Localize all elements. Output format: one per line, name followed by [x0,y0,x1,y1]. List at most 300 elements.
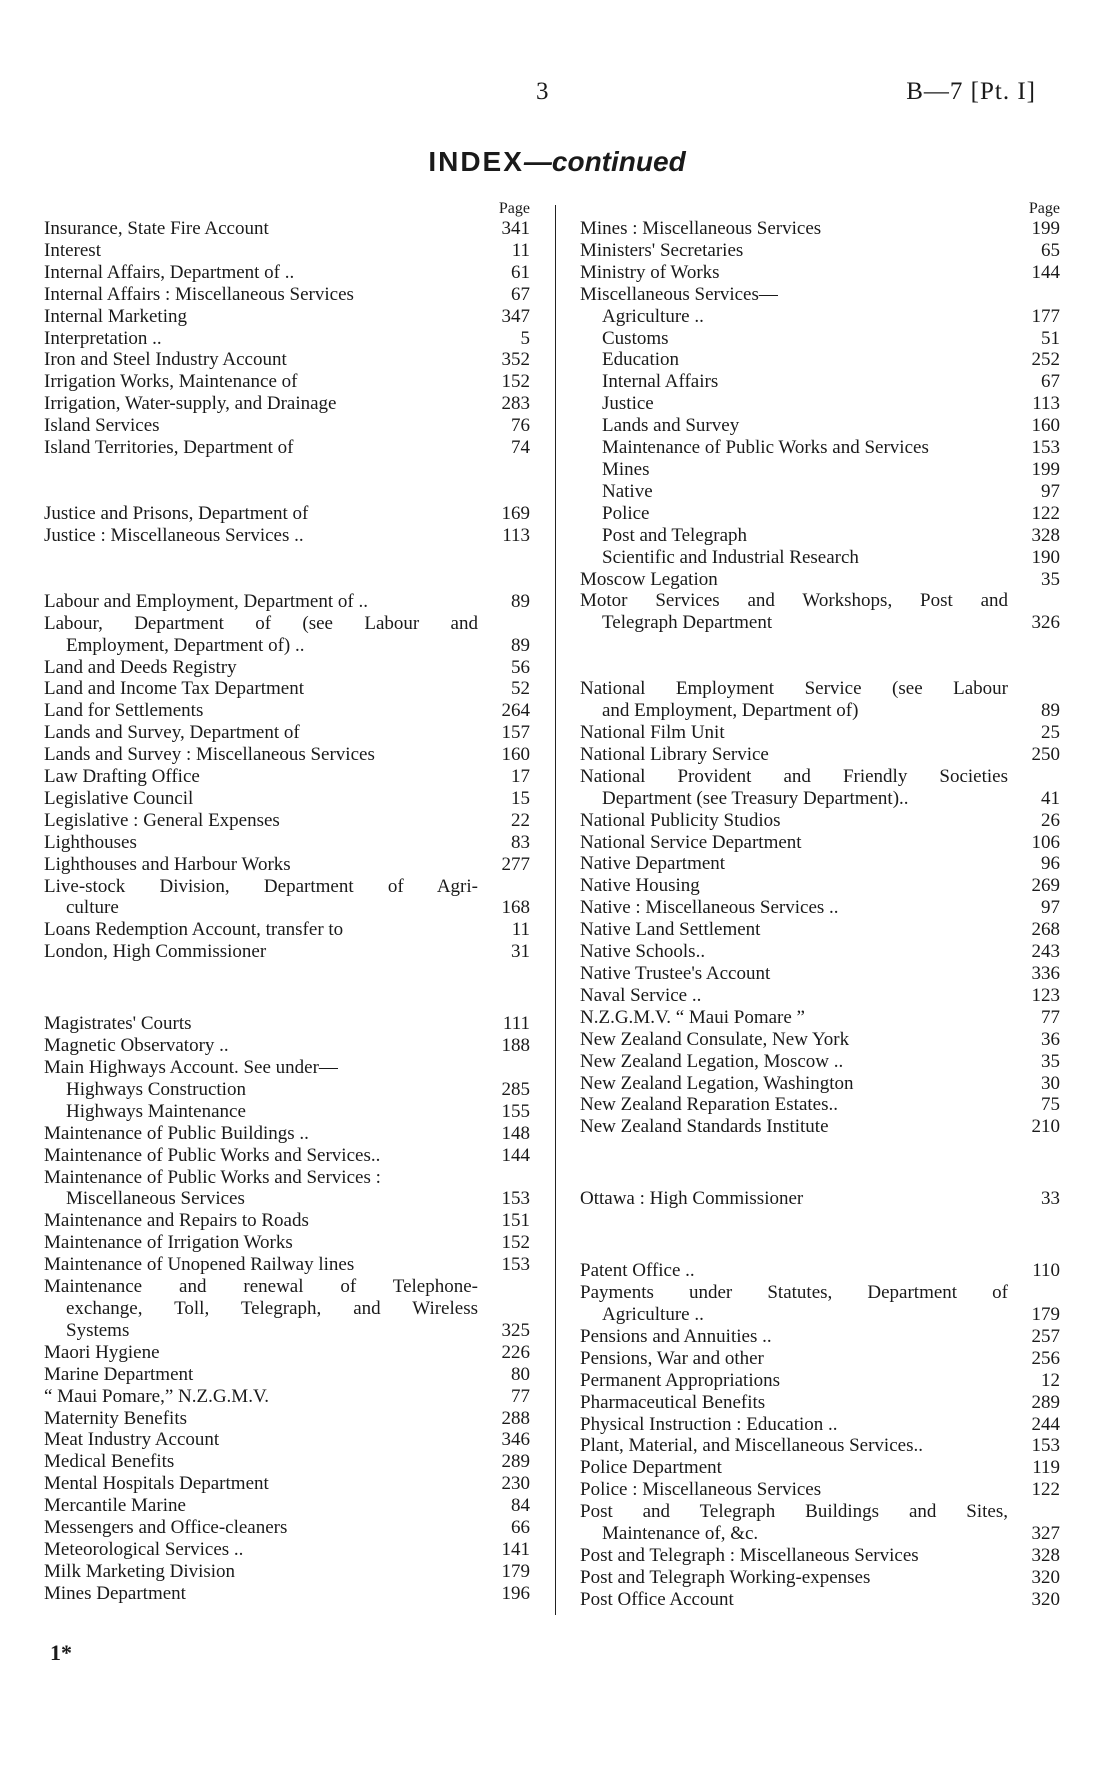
entry-label: Maintenance and Repairs to Roads [44,1210,309,1232]
entry-page-number: 347 [501,305,530,327]
index-entry [580,525,1060,547]
section-gap [44,547,530,591]
entry-label: Native Trustee's Account [580,963,771,984]
entry-label: Marine Department [44,1363,194,1385]
index-entry [44,1386,530,1408]
entry-page-number: 66 [511,1517,530,1539]
entry-label: Interest [44,239,101,261]
index-entry [44,1495,530,1517]
index-entry [44,810,530,832]
column-divider [555,205,556,1615]
entry-page-number: 67 [1041,371,1060,393]
entry-label: Live-stock Division, Department of Agri- [44,875,478,897]
entry-page-number: 144 [501,1144,530,1166]
entry-page-number: 160 [1031,415,1060,437]
index-entry [44,525,530,547]
entry-label: Lighthouses and Harbour Works [44,853,291,875]
index-entry [44,1079,530,1101]
entry-label: Physical Instruction : Education .. [580,1413,838,1435]
index-entry [580,1435,1060,1457]
entry-page-number: 75 [1041,1094,1060,1116]
entry-label: Pensions and Annuities .. [580,1325,772,1347]
entry-page-number: 199 [1031,458,1060,480]
index-entry [580,569,1060,591]
entry-label: Legislative Council [44,787,194,809]
entry-label: Miscellaneous Services— [580,283,778,305]
entry-label: Maintenance of Public Works and Services.. [44,1144,381,1166]
index-entry [44,1145,530,1167]
index-column-right [580,200,1060,1611]
index-entry [580,1457,1060,1479]
entry-label: Justice : Miscellaneous Services .. [44,524,304,546]
section-gap [580,1210,1060,1260]
index-entry [44,1298,530,1320]
entry-label: New Zealand Reparation Estates.. [580,1094,838,1116]
entry-page-number: 226 [501,1341,530,1363]
entry-page-number: 84 [511,1495,530,1517]
index-entry [580,306,1060,328]
entry-page-number: 328 [1031,524,1060,546]
index-entry [580,328,1060,350]
entry-label: Irrigation Works, Maintenance of [44,371,298,393]
index-entry [580,1348,1060,1370]
entry-page-number: 35 [1041,568,1060,590]
entry-page-number: 153 [501,1254,530,1276]
page-column-header: Page [498,200,530,217]
index-entry [580,722,1060,744]
entry-page-number: 96 [1041,853,1060,875]
index-entry [580,1073,1060,1095]
entry-label: Plant, Material, and Miscellaneous Services.. [580,1435,923,1457]
entry-page-number: 113 [1032,393,1060,415]
section-gap [580,634,1060,678]
index-entry [580,503,1060,525]
index-entry [580,1304,1060,1326]
index-entry [580,788,1060,810]
index-entry [44,1583,530,1605]
entry-page-number: 179 [501,1560,530,1582]
entry-page-number: 11 [511,239,530,261]
entry-label: Systems [66,1319,130,1341]
index-entry [580,678,1060,700]
index-entry [580,985,1060,1007]
index-entry [44,1342,530,1364]
entry-page-number: 12 [1041,1369,1060,1391]
entry-page-number: 230 [501,1473,530,1495]
entry-label: Iron and Steel Industry Account [44,349,287,371]
index-entry [580,459,1060,481]
entry-label: Highways Maintenance [66,1100,246,1122]
entry-page-number: 83 [511,831,530,853]
index-entry [580,415,1060,437]
entry-page-number: 341 [501,218,530,239]
entry-label: Ministry of Works [580,261,720,283]
entry-page-number: 160 [501,744,530,766]
index-entry [44,1232,530,1254]
entry-label: Justice and Prisons, Department of [44,502,309,524]
index-entry [580,1370,1060,1392]
entry-label: N.Z.G.M.V. “ Maui Pomare ” [580,1006,805,1028]
entry-page-number: 169 [501,502,530,524]
entry-label: Payments under Statutes, Department of [580,1282,1008,1304]
entry-label: Maori Hygiene [44,1341,160,1363]
entry-label: Loans Redemption Account, transfer to [44,919,344,941]
index-entry [580,262,1060,284]
entry-label: Justice [602,393,654,415]
entry-label: Mercantile Marine [44,1495,186,1517]
entry-page-number: 196 [501,1582,530,1604]
index-entry [44,1320,530,1342]
entry-label: Irrigation, Water-supply, and Drainage [44,393,337,415]
entry-page-number: 113 [502,524,530,546]
index-entry [44,1429,530,1451]
entry-label: Police [602,502,650,524]
entry-page-number: 336 [1031,963,1060,984]
entry-label: Insurance, State Fire Account [44,218,269,239]
entry-label: Police Department [580,1457,722,1479]
index-entry [580,1523,1060,1545]
entry-label: Maintenance of Public Works and Services [602,437,929,459]
entry-page-number: 289 [501,1451,530,1473]
entry-page-number: 122 [1031,1479,1060,1501]
entry-label: Maintenance of Public Works and Services : [44,1166,381,1188]
index-entry [580,832,1060,854]
entry-label: Internal Affairs, Department of .. [44,261,295,283]
page-column-header: Page [1028,200,1060,217]
index-entry [580,437,1060,459]
index-entry [580,766,1060,788]
entry-page-number: 67 [511,283,530,305]
entry-page-number: 144 [1031,261,1060,283]
index-entry [44,240,530,262]
entry-list [580,218,1060,1611]
entry-page-number: 148 [501,1122,530,1144]
entry-page-number: 80 [511,1363,530,1385]
index-entry [580,744,1060,766]
index-entry [580,1414,1060,1436]
index-entry [580,1282,1060,1304]
entry-label: Maternity Benefits [44,1407,187,1429]
entry-label: Native Land Settlement [580,919,761,941]
index-entry [580,941,1060,963]
entry-list [44,218,530,1605]
page-number: 3 [536,78,549,105]
entry-page-number: 283 [501,393,530,415]
index-entry [580,284,1060,306]
entry-page-number: 119 [1032,1457,1060,1479]
entry-page-number: 256 [1031,1347,1060,1369]
index-entry [580,1116,1060,1138]
index-column-left [44,200,530,1605]
index-entry [580,1479,1060,1501]
entry-label: Magistrates' Courts [44,1013,192,1035]
entry-label: New Zealand Standards Institute [580,1116,829,1138]
entry-page-number: 346 [501,1429,530,1451]
index-entry [44,262,530,284]
entry-label: Mines [602,458,650,480]
index-entry [44,218,530,240]
entry-label: “ Maui Pomare,” N.Z.G.M.V. [44,1385,269,1407]
entry-page-number: 89 [511,634,530,656]
index-entry [580,810,1060,832]
index-entry [44,328,530,350]
index-entry [44,788,530,810]
entry-label: Mines : Miscellaneous Services [580,218,822,239]
entry-label: Island Territories, Department of [44,437,294,459]
entry-label: Legislative : General Expenses [44,809,280,831]
entry-page-number: 31 [511,941,530,963]
index-entry [580,1392,1060,1414]
entry-page-number: 77 [1041,1006,1060,1028]
entry-page-number: 51 [1041,327,1060,349]
entry-page-number: 65 [1041,239,1060,261]
entry-page-number: 155 [501,1100,530,1122]
entry-page-number: 250 [1031,743,1060,765]
entry-page-number: 328 [1031,1544,1060,1566]
entry-page-number: 106 [1031,831,1060,853]
entry-label: Pharmaceutical Benefits [580,1391,766,1413]
entry-label: Labour, Department of (see Labour and [44,612,478,634]
entry-page-number: 269 [1031,875,1060,897]
index-entry [580,590,1060,612]
entry-label: Land for Settlements [44,700,204,722]
index-entry [44,1013,530,1035]
index-entry [44,1167,530,1189]
entry-page-number: 268 [1031,919,1060,941]
index-entry [580,349,1060,371]
entry-label: Motor Services and Workshops, Post and [580,590,1008,612]
entry-page-number: 153 [1031,437,1060,459]
index-entry [44,1539,530,1561]
index-entry [44,503,530,525]
index-entry [580,1545,1060,1567]
entry-page-number: 188 [501,1035,530,1057]
entry-label: Agriculture .. [602,305,704,327]
entry-label: Lands and Survey : Miscellaneous Services [44,744,375,766]
entry-label: Internal Affairs : Miscellaneous Services [44,283,354,305]
entry-label: London, High Commissioner [44,941,267,963]
index-entry [44,349,530,371]
entry-label: Main Highways Account. See under— [44,1057,338,1078]
entry-label: Department (see Treasury Department).. [602,787,909,809]
entry-page-number: 325 [501,1319,530,1341]
entry-label: Messengers and Office-cleaners [44,1517,288,1539]
entry-page-number: 244 [1031,1413,1060,1435]
entry-label: Miscellaneous Services [66,1188,245,1210]
index-entry [44,722,530,744]
entry-label: Post and Telegraph Buildings and Sites, [580,1501,1008,1523]
entry-label: Employment, Department of) .. [66,634,305,656]
entry-page-number: 56 [511,656,530,678]
entry-page-number: 123 [1031,984,1060,1006]
entry-page-number: 110 [1032,1260,1060,1282]
entry-label: Agriculture .. [602,1303,704,1325]
index-entry [580,240,1060,262]
entry-page-number: 288 [501,1407,530,1429]
index-entry [580,218,1060,240]
entry-label: Magnetic Observatory .. [44,1035,229,1057]
index-entry [44,1057,530,1079]
entry-label: Education [602,349,680,371]
entry-label: Scientific and Industrial Research [602,546,859,568]
entry-page-number: 168 [501,897,530,919]
entry-page-number: 190 [1031,546,1060,568]
index-entry [580,1326,1060,1348]
index-entry [580,1094,1060,1116]
entry-label: New Zealand Legation, Washington [580,1072,854,1094]
index-entry [580,919,1060,941]
index-entry [44,657,530,679]
title-main: INDEX [428,146,524,177]
entry-label: culture [66,897,119,919]
index-entry [580,481,1060,503]
index-entry [580,612,1060,634]
entry-label: Native [602,480,653,502]
entry-label: Lands and Survey [602,415,740,437]
entry-page-number: 122 [1031,502,1060,524]
entry-page-number: 153 [1031,1435,1060,1457]
entry-page-number: 89 [511,590,530,612]
index-entry [44,1473,530,1495]
entry-page-number: 152 [501,371,530,393]
index-entry [580,963,1060,985]
entry-label: Post and Telegraph : Miscellaneous Services [580,1544,919,1566]
entry-label: Native Schools.. [580,941,706,963]
index-entry [580,371,1060,393]
section-gap [44,459,530,503]
index-entry [580,1501,1060,1523]
index-entry [44,1123,530,1145]
index-entry [44,437,530,459]
entry-page-number: 179 [1031,1303,1060,1325]
entry-page-number: 152 [501,1232,530,1254]
index-entry [44,1254,530,1276]
entry-label: Mines Department [44,1582,186,1604]
entry-label: Moscow Legation [580,568,718,590]
index-entry [580,1589,1060,1611]
entry-page-number: 320 [1031,1588,1060,1610]
index-entry [44,284,530,306]
index-entry [44,393,530,415]
entry-page-number: 35 [1041,1050,1060,1072]
index-entry [44,678,530,700]
entry-label: New Zealand Consulate, New York [580,1028,850,1050]
entry-label: Patent Office .. [580,1260,695,1282]
entry-page-number: 264 [501,700,530,722]
section-gap [580,1138,1060,1188]
index-entry [44,591,530,613]
entry-label: Police : Miscellaneous Services [580,1479,822,1501]
entry-label: Naval Service .. [580,984,702,1006]
entry-label: Post and Telegraph [602,524,748,546]
entry-label: National Provident and Friendly Societies [580,765,1008,787]
entry-label: Ottawa : High Commissioner [580,1188,804,1210]
entry-page-number: 243 [1031,941,1060,963]
entry-page-number: 33 [1041,1188,1060,1210]
index-entry [44,613,530,635]
entry-label: National Service Department [580,831,802,853]
entry-label: Lands and Survey, Department of [44,722,300,744]
entry-label: Post Office Account [580,1588,734,1610]
entry-page-number: 97 [1041,897,1060,919]
entry-page-number: 15 [511,787,530,809]
entry-page-number: 320 [1031,1566,1060,1588]
entry-label: Maintenance of Public Buildings .. [44,1122,309,1144]
entry-label: Lighthouses [44,831,137,853]
page-title [0,146,1114,178]
entry-page-number: 277 [501,853,530,875]
entry-page-number: 52 [511,678,530,700]
index-entry [44,635,530,657]
entry-page-number: 177 [1031,305,1060,327]
signature-mark: 1* [50,1640,72,1665]
entry-page-number: 26 [1041,809,1060,831]
index-entry [44,919,530,941]
entry-page-number: 157 [501,722,530,744]
index-entry [580,1260,1060,1282]
entry-label: Native Housing [580,875,700,897]
index-entry [580,1029,1060,1051]
index-entry [580,1567,1060,1589]
index-entry [44,1210,530,1232]
entry-label: Medical Benefits [44,1451,175,1473]
document-reference: B—7 [Pt. I] [906,78,1036,105]
entry-label: New Zealand Legation, Moscow .. [580,1050,844,1072]
entry-page-number: 153 [501,1188,530,1210]
entry-label: Maintenance of Unopened Railway lines [44,1254,355,1276]
index-entry [44,1451,530,1473]
entry-page-number: 289 [1031,1391,1060,1413]
index-entry [44,832,530,854]
entry-label: Land and Income Tax Department [44,678,304,700]
entry-page-number: 41 [1041,787,1060,809]
entry-label: Native Department [580,853,726,875]
entry-label: Labour and Employment, Department of .. [44,590,368,612]
section-gap [44,963,530,1013]
entry-label: Post and Telegraph Working-expenses [580,1566,871,1588]
entry-page-number: 326 [1031,612,1060,634]
entry-page-number: 76 [511,415,530,437]
entry-page-number: 61 [511,261,530,283]
entry-label: National Employment Service (see Labour [580,678,1008,700]
entry-page-number: 327 [1031,1523,1060,1545]
entry-label: Maintenance and renewal of Telephone- [44,1276,478,1298]
entry-page-number: 199 [1031,218,1060,239]
entry-label: Land and Deeds Registry [44,656,237,678]
index-entry [44,700,530,722]
index-entry [44,415,530,437]
entry-label: Milk Marketing Division [44,1560,236,1582]
entry-label: Mental Hospitals Department [44,1473,269,1495]
entry-page-number: 22 [511,809,530,831]
index-entry [44,1561,530,1583]
entry-label: Interpretation .. [44,327,162,349]
index-entry [44,1364,530,1386]
entry-label: National Film Unit [580,722,725,744]
index-entry [44,371,530,393]
entry-page-number: 89 [1041,700,1060,722]
entry-label: Internal Affairs [602,371,719,393]
entry-page-number: 252 [1031,349,1060,371]
entry-label: Highways Construction [66,1078,246,1100]
title-suffix: —continued [523,146,686,177]
index-entry [44,854,530,876]
entry-label: Permanent Appropriations [580,1369,780,1391]
entry-label: Island Services [44,415,160,437]
index-entry [44,1035,530,1057]
index-entry [44,744,530,766]
index-entry [580,853,1060,875]
